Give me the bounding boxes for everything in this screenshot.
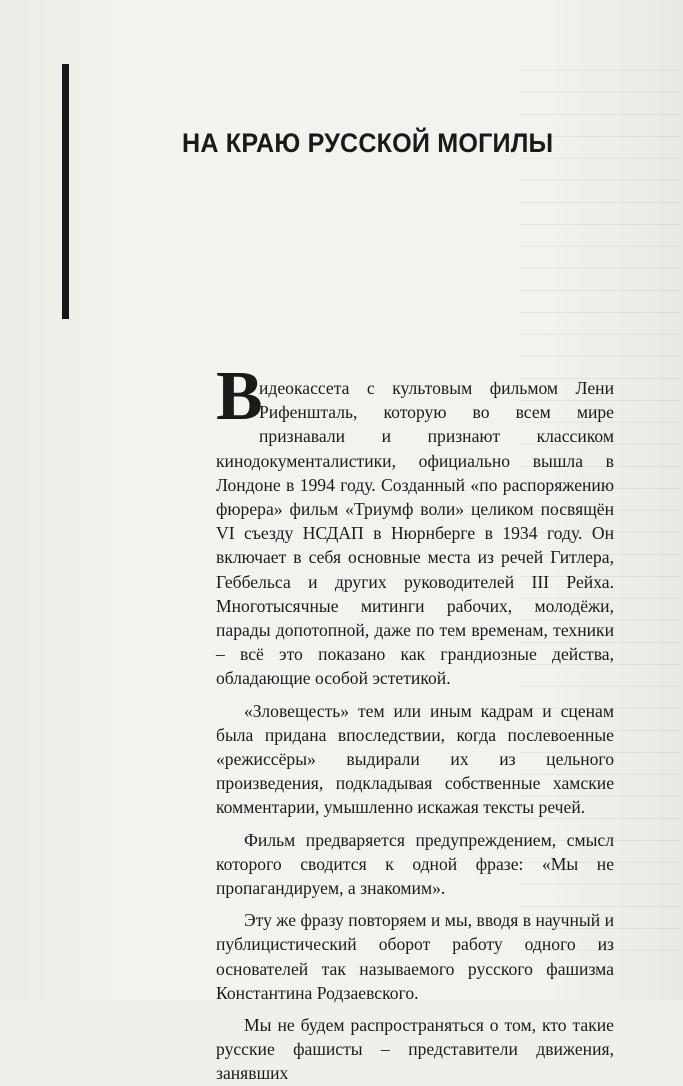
paragraph-3: Фильм предваряется предупреждением, смысл которого сводится к одной фразе: «Мы не пропагандируем, а знакомим». [216,829,614,899]
body-text [216,358,614,1086]
drop-cap: В [216,358,263,435]
paragraph-5: Мы не будем распространяться о том, кто такие русские фашисты – представители движения, занявших [216,1015,614,1084]
paragraph-2: «Зловещесть» тем или иным кадрам и сценам была придана впоследствии, когда послевоенные «режиссёры» выдирали их из цельного произведения, подкладывая собственные хамские комментарии, умышленно искажая тексты речей. [216,700,614,818]
title-side-bar [62,64,69,319]
paragraph-1-text: идеокассета с культовым фильмом Лени Рифеншталь, которую во всем мире признавали и признают классиком кинодокументалистики, официально вышла в Лондоне в 1994 году. Созданный «по распоряжению фюрера» фильм «Триумф воли» целиком посвящён VI съезду НСДАП в Нюрнберге в 1934 году. Он включает в себя основные места из речей Гитлера, Геббельса и других руководителей III Рейха. Многотысячные митинги рабочих, молодёжи, парады допотопной, даже по тем временам, техники – всё это показано как грандиозные действа, обладающие особой эстетикой. [216,378,614,689]
paragraph-4: Эту же фразу повторяем и мы, вводя в научный и публицистический оборот работу одного из основателей так называемого русского фашизма Константина Родзаевского. [216,910,614,1003]
chapter-title: НА КРАЮ РУССКОЙ МОГИЛЫ [182,128,554,158]
paragraph-1 [216,358,614,691]
